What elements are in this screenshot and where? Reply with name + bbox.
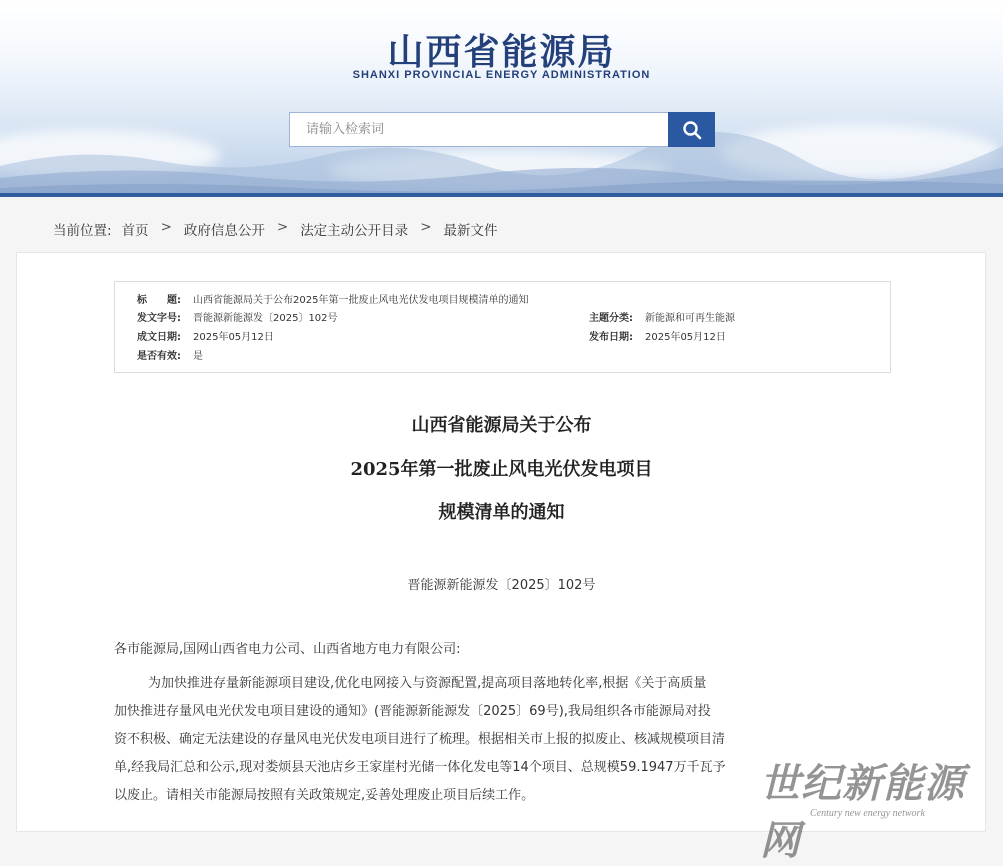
meta-valid-label: 是否有效: <box>137 351 181 362</box>
paragraph-line: 加快推进存量风电光伏发电项目建设的通知》(晋能源新能源发〔2025〕69号),我局组织各市能源局对投 <box>114 704 711 719</box>
meta-docno-value: 晋能源新能源发〔2025〕102号 <box>193 313 338 324</box>
document-salutation: 各市能源局,国网山西省电力公司、山西省地方电力有限公司: <box>114 642 461 657</box>
search-icon <box>682 120 702 140</box>
breadcrumb-latest[interactable]: 最新文件 <box>443 223 498 239</box>
paragraph-line: 资不积极、确定无法建设的存量风电光伏发电项目进行了梳理。根据相关市上报的拟废止、核减规模项目清 <box>114 732 726 747</box>
meta-published-value: 2025年05月12日 <box>645 332 726 343</box>
document-number: 晋能源新能源发〔2025〕102号 <box>407 578 596 593</box>
meta-valid-row <box>137 347 203 362</box>
meta-category-value: 新能源和可再生能源 <box>645 313 735 324</box>
site-title: 山西省能源局 <box>387 31 616 73</box>
meta-created-row <box>137 328 274 343</box>
watermark-subtitle: Century new energy network <box>810 808 925 819</box>
banner-divider <box>0 193 1003 197</box>
paragraph-line: 为加快推进存量新能源项目建设,优化电网接入与资源配置,提高项目落地转化率,根据《关于高质量 <box>148 676 707 691</box>
meta-created-label: 成文日期: <box>137 332 181 343</box>
breadcrumb-home[interactable]: 首页 <box>121 223 149 239</box>
meta-title-label: 标 题: <box>137 295 181 306</box>
meta-title-value: 山西省能源局关于公布2025年第一批废止风电光伏发电项目规模清单的通知 <box>193 295 529 306</box>
document-title-line: 山西省能源局关于公布 <box>411 415 592 436</box>
breadcrumb-directory[interactable]: 法定主动公开目录 <box>300 223 409 239</box>
breadcrumb-separator: > <box>160 219 172 235</box>
meta-valid-value: 是 <box>193 351 203 362</box>
meta-category-label: 主题分类: <box>589 313 633 324</box>
meta-category-row <box>589 309 735 324</box>
search-button[interactable] <box>668 112 715 147</box>
breadcrumb <box>53 219 498 239</box>
breadcrumb-separator: > <box>276 219 289 235</box>
meta-title-row <box>137 291 528 306</box>
meta-docno-row <box>137 309 338 324</box>
breadcrumb-separator: > <box>420 219 432 235</box>
meta-published-label: 发布日期: <box>589 332 633 343</box>
meta-docno-label: 发文字号: <box>137 313 181 324</box>
search-input[interactable] <box>290 113 668 146</box>
breadcrumb-prefix: 当前位置: <box>53 223 112 239</box>
watermark-logo: 世纪新能源网 <box>760 760 965 864</box>
meta-published-row <box>589 328 726 343</box>
breadcrumb-gov-info[interactable]: 政府信息公开 <box>183 223 265 239</box>
meta-created-value: 2025年05月12日 <box>193 332 274 343</box>
document-meta-box <box>114 281 891 373</box>
site-subtitle: SHANXI PROVINCIAL ENERGY ADMINISTRATION <box>352 69 651 81</box>
header-banner <box>0 0 1003 196</box>
document-title-line: 规模清单的通知 <box>438 502 565 523</box>
document-title-line: 2025年第一批废止风电光伏发电项目 <box>350 459 653 480</box>
paragraph-line: 以废止。请相关市能源局按照有关政策规定,妥善处理废止项目后续工作。 <box>114 788 535 803</box>
search-box <box>289 112 669 147</box>
paragraph-line: 单,经我局汇总和公示,现对娄烦县天池店乡王家崖村光储一体化发电等14个项目、总规模59.1947万千瓦予 <box>114 760 726 775</box>
